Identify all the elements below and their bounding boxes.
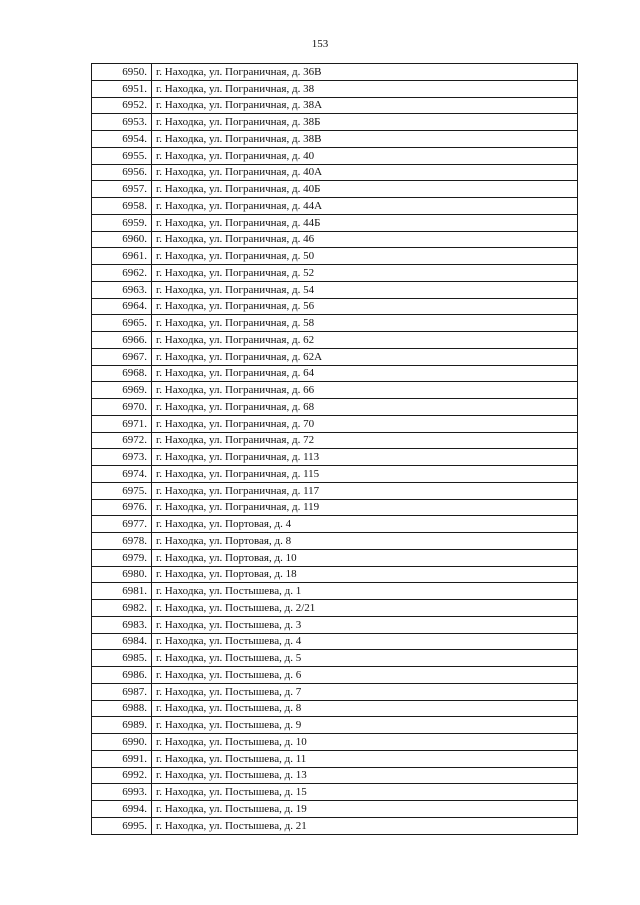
table-row: [92, 248, 578, 265]
row-number: 6992.: [92, 767, 152, 784]
row-address: г. Находка, ул. Пограничная, д. 56: [152, 298, 578, 315]
row-address: г. Находка, ул. Постышева, д. 7: [152, 683, 578, 700]
row-number: 6959.: [92, 214, 152, 231]
row-number: 6957.: [92, 181, 152, 198]
row-number: 6956.: [92, 164, 152, 181]
row-number: 6960.: [92, 231, 152, 248]
row-number: 6951.: [92, 80, 152, 97]
row-number: 6994.: [92, 801, 152, 818]
row-number: 6988.: [92, 700, 152, 717]
row-number: 6971.: [92, 415, 152, 432]
table-row: [92, 667, 578, 684]
table-row: [92, 231, 578, 248]
row-address: г. Находка, ул. Пограничная, д. 62: [152, 332, 578, 349]
row-number: 6990.: [92, 734, 152, 751]
row-number: 6986.: [92, 667, 152, 684]
row-number: 6982.: [92, 600, 152, 617]
table-row: [92, 683, 578, 700]
row-address: г. Находка, ул. Пограничная, д. 64: [152, 365, 578, 382]
row-number: 6967.: [92, 348, 152, 365]
row-address: г. Находка, ул. Пограничная, д. 38Б: [152, 114, 578, 131]
table-row: [92, 315, 578, 332]
row-number: 6952.: [92, 97, 152, 114]
row-address: г. Находка, ул. Постышева, д. 8: [152, 700, 578, 717]
row-address: г. Находка, ул. Пограничная, д. 66: [152, 382, 578, 399]
table-row: [92, 700, 578, 717]
table-row: [92, 64, 578, 81]
table-row: [92, 382, 578, 399]
row-number: 6979.: [92, 549, 152, 566]
row-address: г. Находка, ул. Пограничная, д. 44Б: [152, 214, 578, 231]
row-address: г. Находка, ул. Постышева, д. 21: [152, 817, 578, 834]
table-row: [92, 717, 578, 734]
row-number: 6966.: [92, 332, 152, 349]
table-row: [92, 801, 578, 818]
address-table-body: [92, 64, 578, 835]
row-address: г. Находка, ул. Портовая, д. 8: [152, 533, 578, 550]
table-row: [92, 566, 578, 583]
row-number: 6964.: [92, 298, 152, 315]
row-address: г. Находка, ул. Пограничная, д. 119: [152, 499, 578, 516]
row-number: 6989.: [92, 717, 152, 734]
row-address: г. Находка, ул. Постышева, д. 3: [152, 616, 578, 633]
row-number: 6950.: [92, 64, 152, 81]
row-number: 6962.: [92, 265, 152, 282]
row-number: 6961.: [92, 248, 152, 265]
row-address: г. Находка, ул. Пограничная, д. 68: [152, 399, 578, 416]
row-address: г. Находка, ул. Пограничная, д. 113: [152, 449, 578, 466]
table-row: [92, 817, 578, 834]
table-row: [92, 600, 578, 617]
row-address: г. Находка, ул. Постышева, д. 15: [152, 784, 578, 801]
row-address: г. Находка, ул. Постышева, д. 13: [152, 767, 578, 784]
row-address: г. Находка, ул. Пограничная, д. 46: [152, 231, 578, 248]
row-address: г. Находка, ул. Постышева, д. 6: [152, 667, 578, 684]
table-row: [92, 214, 578, 231]
table-row: [92, 499, 578, 516]
row-number: 6984.: [92, 633, 152, 650]
row-number: 6973.: [92, 449, 152, 466]
row-address: г. Находка, ул. Пограничная, д. 36В: [152, 64, 578, 81]
table-row: [92, 482, 578, 499]
row-number: 6978.: [92, 533, 152, 550]
row-number: 6974.: [92, 466, 152, 483]
table-row: [92, 198, 578, 215]
row-number: 6983.: [92, 616, 152, 633]
row-address: г. Находка, ул. Пограничная, д. 40А: [152, 164, 578, 181]
row-number: 6995.: [92, 817, 152, 834]
table-row: [92, 281, 578, 298]
row-address: г. Находка, ул. Пограничная, д. 40Б: [152, 181, 578, 198]
table-row: [92, 131, 578, 148]
table-row: [92, 348, 578, 365]
table-row: [92, 80, 578, 97]
row-address: г. Находка, ул. Постышева, д. 2/21: [152, 600, 578, 617]
row-number: 6954.: [92, 131, 152, 148]
table-row: [92, 750, 578, 767]
row-number: 6985.: [92, 650, 152, 667]
table-row: [92, 298, 578, 315]
table-row: [92, 97, 578, 114]
row-number: 6958.: [92, 198, 152, 215]
row-number: 6993.: [92, 784, 152, 801]
address-table: [91, 63, 578, 835]
row-number: 6955.: [92, 147, 152, 164]
table-row: [92, 265, 578, 282]
table-row: [92, 633, 578, 650]
table-row: [92, 181, 578, 198]
row-address: г. Находка, ул. Пограничная, д. 117: [152, 482, 578, 499]
table-row: [92, 114, 578, 131]
table-row: [92, 449, 578, 466]
table-row: [92, 533, 578, 550]
row-address: г. Находка, ул. Пограничная, д. 72: [152, 432, 578, 449]
row-number: 6976.: [92, 499, 152, 516]
table-row: [92, 432, 578, 449]
row-address: г. Находка, ул. Постышева, д. 5: [152, 650, 578, 667]
row-address: г. Находка, ул. Постышева, д. 19: [152, 801, 578, 818]
table-row: [92, 734, 578, 751]
row-address: г. Находка, ул. Пограничная, д. 44А: [152, 198, 578, 215]
table-row: [92, 332, 578, 349]
row-number: 6980.: [92, 566, 152, 583]
row-address: г. Находка, ул. Постышева, д. 9: [152, 717, 578, 734]
table-row: [92, 365, 578, 382]
row-address: г. Находка, ул. Постышева, д. 11: [152, 750, 578, 767]
table-row: [92, 147, 578, 164]
row-address: г. Находка, ул. Постышева, д. 4: [152, 633, 578, 650]
table-row: [92, 583, 578, 600]
row-number: 6965.: [92, 315, 152, 332]
table-row: [92, 549, 578, 566]
row-number: 6970.: [92, 399, 152, 416]
table-row: [92, 466, 578, 483]
row-number: 6981.: [92, 583, 152, 600]
row-number: 6969.: [92, 382, 152, 399]
row-address: г. Находка, ул. Пограничная, д. 54: [152, 281, 578, 298]
row-number: 6975.: [92, 482, 152, 499]
page-number: 153: [311, 38, 329, 50]
row-address: г. Находка, ул. Пограничная, д. 38: [152, 80, 578, 97]
row-address: г. Находка, ул. Пограничная, д. 115: [152, 466, 578, 483]
table-row: [92, 767, 578, 784]
row-address: г. Находка, ул. Пограничная, д. 70: [152, 415, 578, 432]
table-row: [92, 399, 578, 416]
row-address: г. Находка, ул. Портовая, д. 10: [152, 549, 578, 566]
row-address: г. Находка, ул. Портовая, д. 18: [152, 566, 578, 583]
table-row: [92, 784, 578, 801]
row-address: г. Находка, ул. Пограничная, д. 62А: [152, 348, 578, 365]
row-address: г. Находка, ул. Пограничная, д. 52: [152, 265, 578, 282]
row-address: г. Находка, ул. Пограничная, д. 38В: [152, 131, 578, 148]
row-number: 6977.: [92, 516, 152, 533]
table-row: [92, 516, 578, 533]
row-number: 6987.: [92, 683, 152, 700]
row-address: г. Находка, ул. Пограничная, д. 58: [152, 315, 578, 332]
row-address: г. Находка, ул. Пограничная, д. 38А: [152, 97, 578, 114]
table-row: [92, 616, 578, 633]
table-row: [92, 415, 578, 432]
table-row: [92, 650, 578, 667]
row-address: г. Находка, ул. Пограничная, д. 40: [152, 147, 578, 164]
table-row: [92, 164, 578, 181]
row-number: 6953.: [92, 114, 152, 131]
row-address: г. Находка, ул. Постышева, д. 10: [152, 734, 578, 751]
row-number: 6991.: [92, 750, 152, 767]
row-number: 6963.: [92, 281, 152, 298]
row-number: 6968.: [92, 365, 152, 382]
row-address: г. Находка, ул. Постышева, д. 1: [152, 583, 578, 600]
row-number: 6972.: [92, 432, 152, 449]
row-address: г. Находка, ул. Пограничная, д. 50: [152, 248, 578, 265]
row-address: г. Находка, ул. Портовая, д. 4: [152, 516, 578, 533]
